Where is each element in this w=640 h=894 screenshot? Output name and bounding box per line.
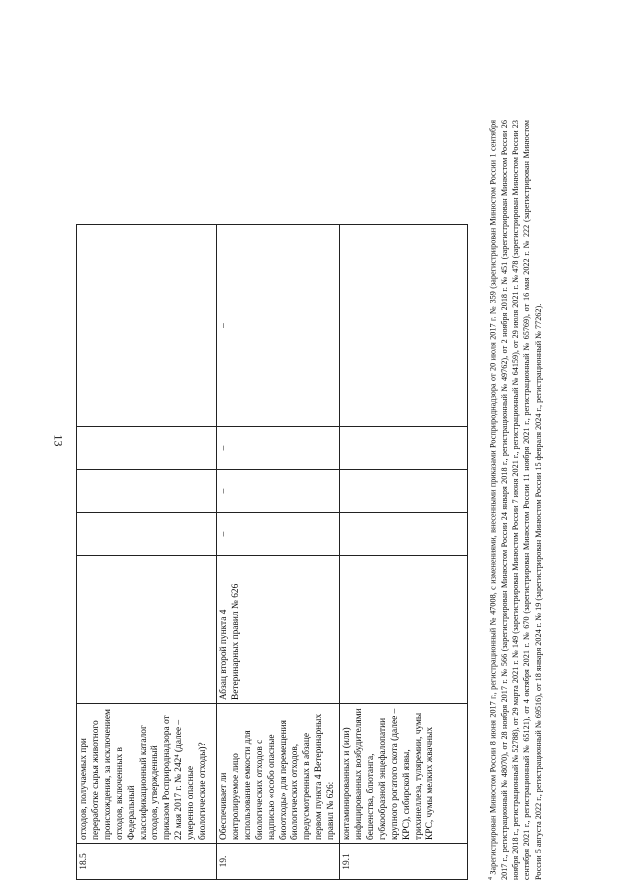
answer-yes-cell (340, 513, 468, 556)
answer-yes-cell: – (217, 513, 340, 556)
note-cell: – (217, 225, 340, 427)
answer-no-cell (340, 470, 468, 513)
answer-no-cell (77, 470, 217, 513)
checklist-table (76, 224, 468, 880)
answer-na-cell: – (217, 427, 340, 470)
question-cell: контаминированных и (или) инфицированных возбудителями бешенства, блютанга, губкообразной энцефалопатии крупного рогатого скота (далее – КРС), сибирской язвы, трихинеллеза, туляремии, чумы КРС, чумы мелких жвачных (340, 704, 468, 844)
answer-no-cell: – (217, 470, 340, 513)
question-cell: отходов, получаемых при переработке сырья животного происхождения, за исключением отходов, включенных в Федеральный классификационный каталог отходов, утвержденный приказом Росприроднадзора от 22 мая 2017 г. № 242⁴ (далее – умеренно опасные биологические отходы)? (77, 704, 217, 844)
page-number: 13 (51, 434, 66, 447)
rotated-page-content (76, 88, 554, 880)
note-cell (77, 225, 217, 427)
table-row (340, 225, 468, 880)
requirements-cell (340, 556, 468, 704)
footnote-marker: 4 (488, 877, 494, 880)
row-number: 19.1 (340, 844, 468, 880)
note-cell (340, 225, 468, 427)
row-number: 18.5 (77, 844, 217, 880)
answer-na-cell (340, 427, 468, 470)
row-number: 19. (217, 844, 340, 880)
table-row (217, 225, 340, 880)
answer-na-cell (77, 427, 217, 470)
requirements-cell (77, 556, 217, 704)
footnote-text: Зарегистрирован Минюстом России 8 июня 2017 г., регистрационный № 47008, с изменениями, внесенными приказами Росприроднадзора от 20 июля 2017 г. № 359 (зарегистрирован Минюстом России 1 сентября 2017 г., регистрационный № 48070), от 28 ноября 2017 г. № 566 (зарегистрирован Минюстом России 24 января 2018 г., регистрационный № 49762), от 2 ноября 2018 г. № 451 (зарегистрирован Минюстом России 26 ноября 2018 г., регистрационный № 52788), от 29 марта 2021 г. № 149 (зарегистрирован Минюстом России 7 июня 2021 г., регистрационный № 64159), от 29 июля 2021 г. № 478 (зарегистрирован Минюстом России 23 сентября 2021 г., регистрационный № 65121), от 4 октября 2021 г. № 670 (зарегистрирован Минюстом России 11 ноября 2021 г., регистрационный № 65769), от 16 мая 2022 г. № 222 (зарегистрирован Минюстом России 5 августа 2022 г., регистрационный № 69516), от 18 января 2024 г. № 19 (зарегистрирован Минюстом России 15 февраля 2024 г., регистрационный № 77262). (488, 120, 543, 880)
table-row (77, 225, 217, 880)
footnote (486, 120, 544, 880)
requirements-cell: Абзац второй пункта 4 Ветеринарных правил № 626 (217, 556, 340, 704)
question-cell: Обеспечивает ли контролируемое лицо использование емкости для биологических отходов с надписью «особо опасные биоотходы» для перемещения биологических отходов, предусмотренных в абзаце первом пункта 4 Ветеринарных правил № 626: (217, 704, 340, 844)
answer-yes-cell (77, 513, 217, 556)
